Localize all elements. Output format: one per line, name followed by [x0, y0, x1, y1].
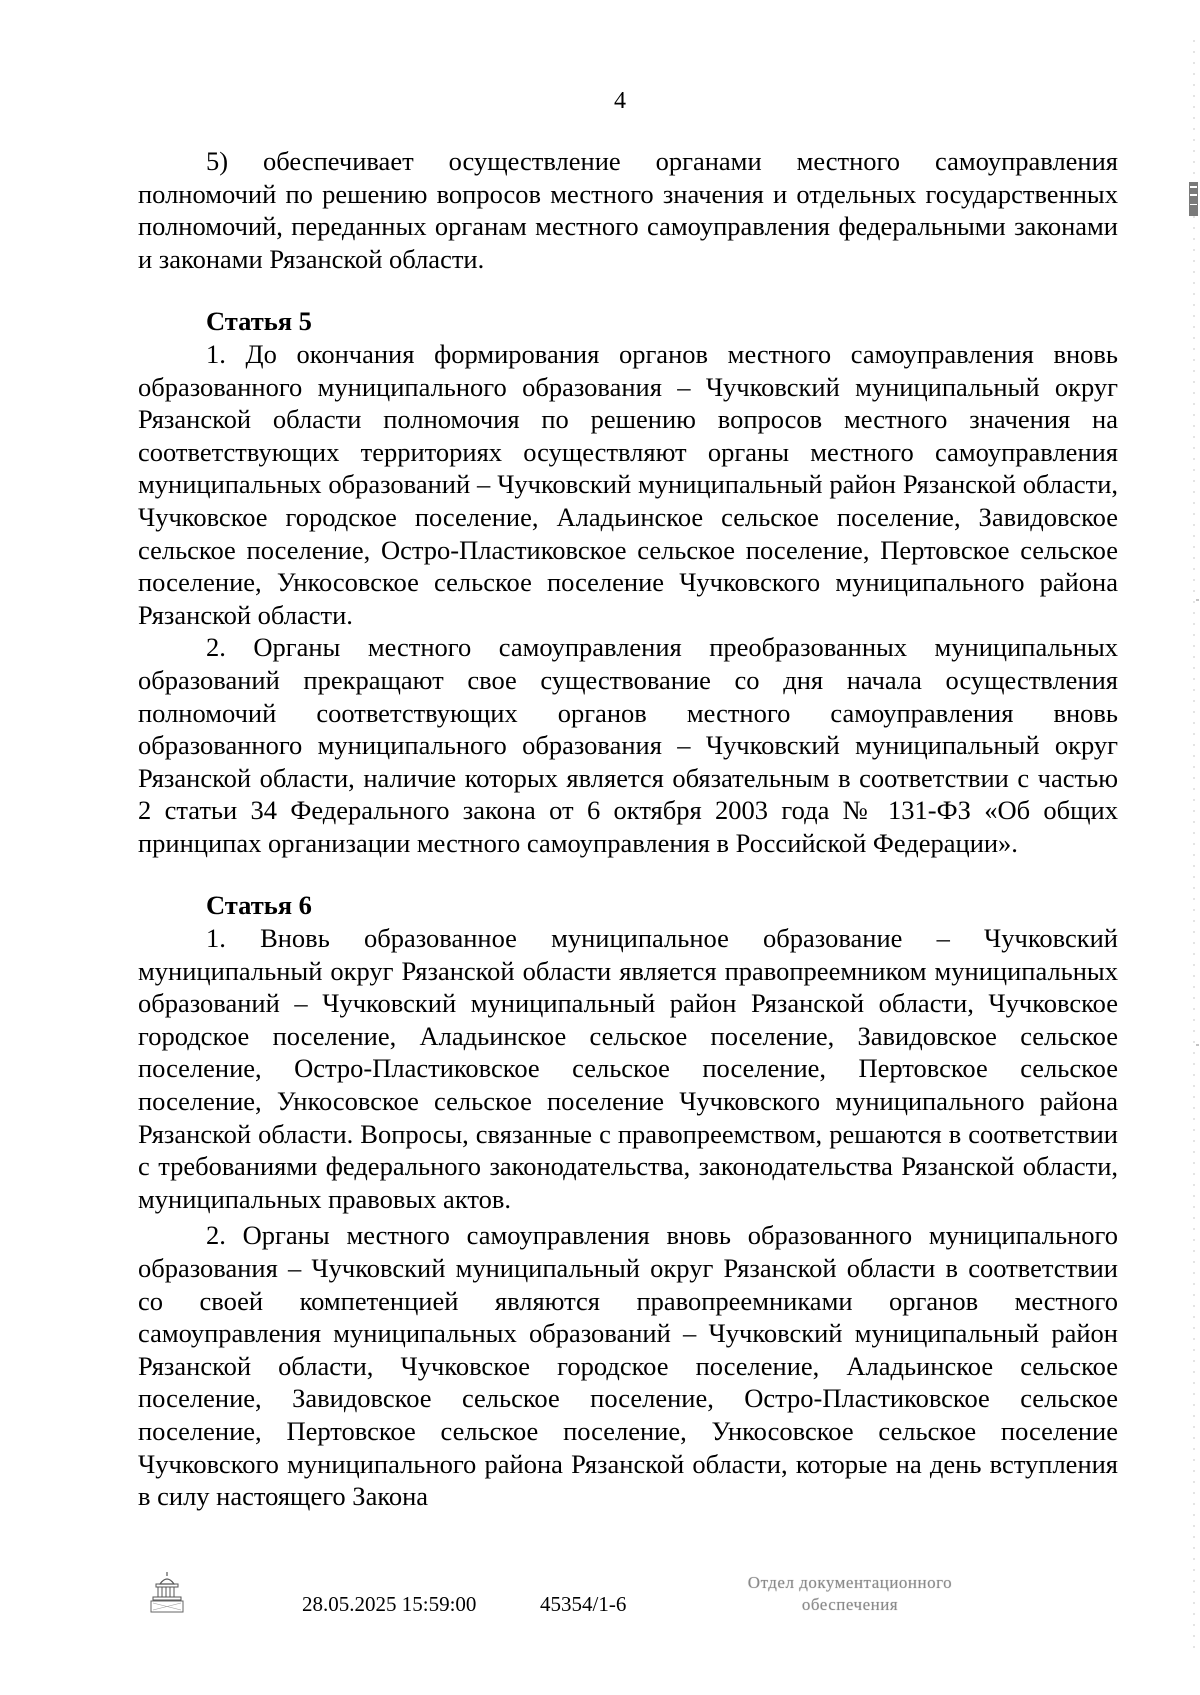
- article-5-heading: Статья 5: [206, 306, 312, 337]
- article-6-heading: Статья 6: [206, 890, 312, 921]
- footer-document-number: 45354/1-6: [540, 1592, 627, 1616]
- stamp-line-1: Отдел документационного: [747, 1573, 953, 1592]
- article-5-paragraph-2: 2. Органы местного самоуправления преобразованных муниципальных образований прекращают свое существование со дня начала осуществления полномочий соответствующих органов местного самоуправления вновь образованного муниципального образования – Чучковский муниципальный округ Рязанской области, наличие которых является обязательным в соответствии с частью 2 статьи 34 Федерального закона от 6 октября 2003 года № 131-ФЗ «Об общих принципах организации местного самоуправления в Российской Федерации».: [138, 632, 1118, 858]
- document-body: [138, 145, 1118, 1513]
- page-footer: [0, 1570, 1200, 1640]
- article-6-paragraph-1: 1. Вновь образованное муниципальное образование – Чучковский муниципальный округ Рязанской области является правопреемником муниципальных образований – Чучковский муниципальный район Рязанской области, Чучковское городское поселение, Аладьинское сельское поселение, Завидовское сельское поселение, Остро-Пластиковское сельское поселение, Пертовское сельское поселение, Ункосовское сельское поселение Чучковского муниципального района Рязанской области. Вопросы, связанные с правопреемством, решаются в соответствии с требованиями федерального законодательства, законодательства Рязанской области, муниципальных правовых актов.: [138, 923, 1118, 1214]
- spacer: [138, 275, 1118, 305]
- registration-stamp: [700, 1572, 1000, 1616]
- page-number: 4: [614, 88, 626, 114]
- spacer: [138, 859, 1118, 889]
- stamp-line-2: обеспечения: [801, 1595, 899, 1614]
- article-6-paragraph-2: 2. Органы местного самоуправления вновь образованного муниципального образования – Чучковский муниципальный округ Рязанской области в соответствии со своей компетенцией являются правопреемниками органов местного самоуправления муниципальных образований – Чучковский муниципальный район Рязанской области, Чучковское городское поселение, Аладьинское сельское поселение, Завидовское сельское поселение, Остро-Пластиковское сельское поселение, Пертовское сельское поселение, Ункосовское сельское поселение Чучковского муниципального района Рязанской области, которые на день вступления в силу настоящего Закона: [138, 1220, 1118, 1512]
- article-5: [138, 305, 1118, 859]
- article-6: [138, 889, 1118, 1512]
- article-5-paragraph-1: 1. До окончания формирования органов местного самоуправления вновь образованного муниципального образования – Чучковский муниципальный округ Рязанской области полномочия по решению вопросов местного значения на соответствующих территориях осуществляют органы местного самоуправления муниципальных образований – Чучковский муниципальный район Рязанской области, Чучковское городское поселение, Аладьинское сельское поселение, Завидовское сельское поселение, Остро-Пластиковское сельское поселение, Пертовское сельское поселение, Ункосовское сельское поселение Чучковского муниципального района Рязанской области.: [138, 338, 1118, 630]
- scan-edge-artifacts: [1186, 0, 1200, 1695]
- duma-building-icon: [150, 1570, 184, 1614]
- footer-timestamp: 28.05.2025 15:59:00: [302, 1592, 477, 1616]
- intro-paragraph: 5) обеспечивает осуществление органами местного самоуправления полномочий по решению вопросов местного значения и отдельных государственных полномочий, переданных органам местного самоуправления федеральными законами и законами Рязанской области.: [138, 146, 1118, 274]
